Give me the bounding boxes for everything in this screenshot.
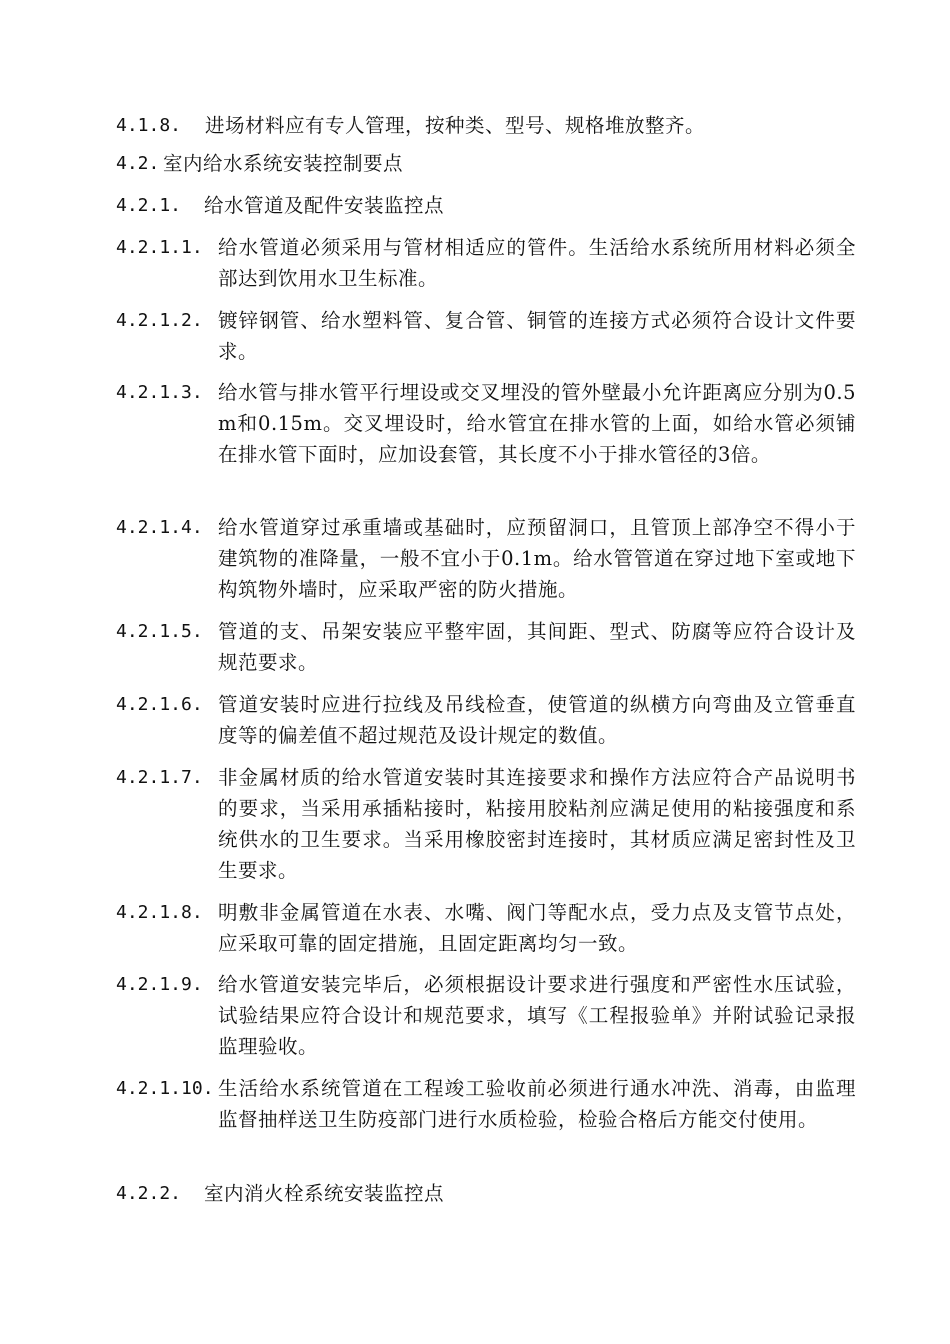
clause-4-2-1-2	[116, 305, 856, 367]
clause-number: 4.2.1.7.	[116, 767, 203, 788]
clause-4-2-1-1	[116, 232, 856, 294]
clause-number: 4.2.1.4.	[116, 517, 203, 538]
clause-number: 4.2.1.10.	[116, 1078, 214, 1099]
clause-text: 管道安装时应进行拉线及吊线检查，使管道的纵横方向弯曲及立管垂直度等的偏差值不超过规范及设计规定的数值。	[218, 693, 856, 747]
clause-text: 给水管道穿过承重墙或基础时，应预留洞口，且管顶上部净空不得小于建筑物的准降量，一般不宜小于0.1m。给水管管道在穿过地下室或地下构筑物外墙时，应采取严密的防火措施。	[218, 516, 856, 601]
clause-text: 给水管道必须采用与管材相适应的管件。生活给水系统所用材料必须全部达到饮用水卫生标准。	[218, 236, 856, 290]
clause-text: 非金属材质的给水管道安装时其连接要求和操作方法应符合产品说明书的要求，当采用承插粘接时，粘接用胶粘剂应满足使用的粘接强度和系统供水的卫生要求。当采用橡胶密封连接时，其材质应满足密封性及卫生要求。	[218, 766, 856, 882]
clause-number: 4.2.1.3.	[116, 382, 203, 403]
clause-number: 4.2.1.2.	[116, 310, 203, 331]
clause-4-2-1-10	[116, 1073, 856, 1135]
clause-text: 明敷非金属管道在水表、水嘴、阀门等配水点，受力点及支管节点处，应采取可靠的固定措施，且固定距离均匀一致。	[218, 901, 856, 955]
section-title: 室内给水系统安装控制要点	[163, 152, 404, 175]
clause-4-2-1-6	[116, 689, 856, 751]
clause-4-2-1-9	[116, 969, 856, 1062]
clause-number: 4.2.1.9.	[116, 974, 203, 995]
section-number: 4.2.	[116, 153, 160, 174]
clause-number: 4.2.1.5.	[116, 621, 203, 642]
clause-text: 进场材料应有专人管理，按种类、型号、规格堆放整齐。	[205, 114, 706, 137]
subsection-title: 室内消火栓系统安装监控点	[204, 1182, 445, 1205]
clause-4-2-1-7	[116, 762, 856, 886]
clause-4-2-1-8	[116, 897, 856, 959]
clause-number: 4.2.1.8.	[116, 902, 203, 923]
clause-number: 4.2.1.1.	[116, 237, 203, 258]
clause-4-2-1-3	[116, 377, 856, 470]
clause-4-2-1-4	[116, 512, 856, 605]
subsection-number: 4.2.1.	[116, 195, 182, 216]
clause-number: 4.1.8.	[116, 115, 182, 136]
clause-text: 生活给水系统管道在工程竣工验收前必须进行通水冲洗、消毒，由监理监督抽样送卫生防疫部门进行水质检验，检验合格后方能交付使用。	[218, 1077, 856, 1131]
clause-text: 给水管与排水管平行埋设或交叉埋没的管外壁最小允许距离应分别为0.5m和0.15m。交叉埋设时，给水管宜在排水管的上面，如给水管必须铺在排水管下面时，应加设套管，其长度不小于排水管径的3倍。	[218, 381, 856, 466]
subsection-heading-4-2-2	[116, 1178, 856, 1209]
clause-number: 4.2.1.6.	[116, 694, 203, 715]
section-heading-4-2	[116, 148, 856, 179]
subsection-title: 给水管道及配件安装监控点	[204, 194, 445, 217]
clause-text: 给水管道安装完毕后，必须根据设计要求进行强度和严密性水压试验，试验结果应符合设计和规范要求，填写《工程报验单》并附试验记录报监理验收。	[218, 973, 856, 1058]
clause-text: 管道的支、吊架安装应平整牢固，其间距、型式、防腐等应符合设计及规范要求。	[218, 620, 856, 674]
subsection-number: 4.2.2.	[116, 1183, 182, 1204]
clause-4-1-8	[116, 110, 856, 141]
subsection-heading-4-2-1	[116, 190, 856, 221]
clause-4-2-1-5	[116, 616, 856, 678]
clause-text: 镀锌钢管、给水塑料管、复合管、铜管的连接方式必须符合设计文件要求。	[218, 309, 856, 363]
